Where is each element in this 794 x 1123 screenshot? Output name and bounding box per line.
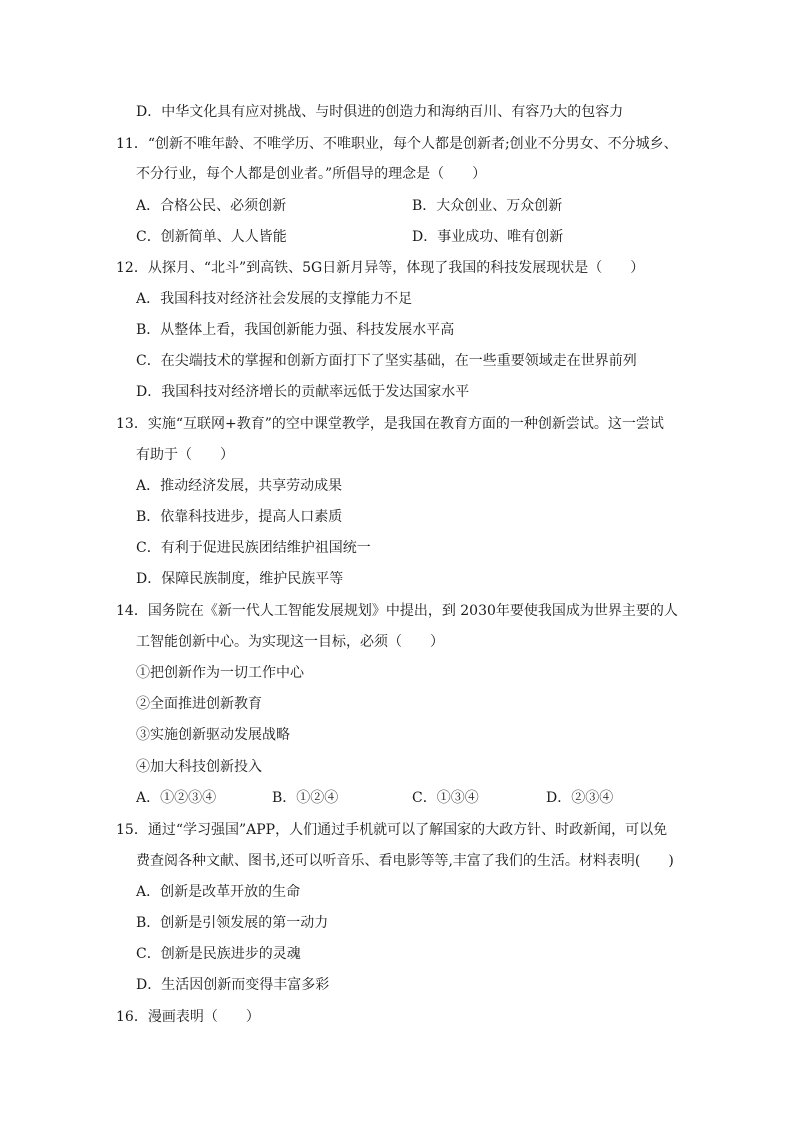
q13-option-d[interactable]: D．保障民族制度，维护民族平等 <box>136 571 344 587</box>
q13-option-c[interactable]: C．有利于促进民族团结维护祖国统一 <box>136 540 371 556</box>
q15-option-d[interactable]: D．生活因创新而变得丰富多彩 <box>136 977 330 993</box>
q14-statement-4: ④加大科技创新投入 <box>136 759 262 775</box>
q13-option-b[interactable]: B．依靠科技进步，提高人口素质 <box>136 509 343 525</box>
q15-option-c[interactable]: C．创新是民族进步的灵魂 <box>136 946 301 962</box>
q16-stem: 16．漫画表明（ ） <box>116 1009 260 1025</box>
q11-stem-line2: 不分行业，每个人都是创业者。”所倡导的理念是（ ） <box>136 166 487 182</box>
q14-statement-2: ②全面推进创新教育 <box>136 696 262 712</box>
q14-option-c[interactable]: C．①③④ <box>412 790 479 806</box>
q12-stem: 12．从探月、“北斗”到高铁、5G日新月异等，体现了我国的科技发展现状是（ ） <box>116 260 645 276</box>
q15-option-b[interactable]: B．创新是引领发展的第一动力 <box>136 915 329 931</box>
q11-option-d[interactable]: D．事业成功、唯有创新 <box>412 229 564 245</box>
q10-option-d[interactable]: D．中华文化具有应对挑战、与时俱进的创造力和海纳百川、有容乃大的包容力 <box>136 104 624 120</box>
q14-option-b[interactable]: B．①②④ <box>272 790 339 806</box>
q11-stem-line1: 11．“创新不唯年龄、不唯学历、不唯职业，每个人都是创新者;创业不分男女、不分城乡、 <box>116 136 678 152</box>
q11-option-a[interactable]: A．合格公民、必须创新 <box>136 198 287 214</box>
q13-option-a[interactable]: A．推动经济发展，共享劳动成果 <box>136 478 343 494</box>
q14-statement-1: ①把创新作为一切工作中心 <box>136 665 304 681</box>
q15-stem-line2: 费查阅各种文献、图书,还可以听音乐、看电影等等,丰富了我们的生活。材料表明( ) <box>136 853 674 869</box>
q12-option-a[interactable]: A．我国科技对经济社会发展的支撑能力不足 <box>136 291 413 307</box>
q11-option-c[interactable]: C．创新简单、人人皆能 <box>136 229 287 245</box>
q14-stem-line1: 14．国务院在《新一代人工智能发展规划》中提出，到 2030年要使我国成为世界主要的人 <box>116 603 678 619</box>
q12-option-b[interactable]: B．从整体上看，我国创新能力强、科技发展水平高 <box>136 322 455 338</box>
q12-option-d[interactable]: D．我国科技对经济增长的贡献率远低于发达国家水平 <box>136 384 470 400</box>
q14-option-d[interactable]: D．②③④ <box>546 790 614 806</box>
q15-stem-line1: 15．通过“学习强国”APP，人们通过手机就可以了解国家的大政方针、时政新闻，可以免 <box>116 822 668 838</box>
q14-option-a[interactable]: A．①②③④ <box>136 790 217 806</box>
q11-option-b[interactable]: B．大众创业、万众创新 <box>412 198 563 214</box>
q13-stem-line1: 13．实施“互联网+教育”的空中课堂教学，是我国在教育方面的一种创新尝试。这一尝试 <box>116 416 664 432</box>
q13-stem-line2: 有助于（ ） <box>136 447 234 463</box>
q14-stem-line2: 工智能创新中心。为实现这一目标，必须（ ） <box>136 634 444 650</box>
q14-statement-3: ③实施创新驱动发展战略 <box>136 727 290 743</box>
q15-option-a[interactable]: A．创新是改革开放的生命 <box>136 884 301 900</box>
q12-option-c[interactable]: C．在尖端技术的掌握和创新方面打下了坚实基础，在一些重要领域走在世界前列 <box>136 353 637 369</box>
